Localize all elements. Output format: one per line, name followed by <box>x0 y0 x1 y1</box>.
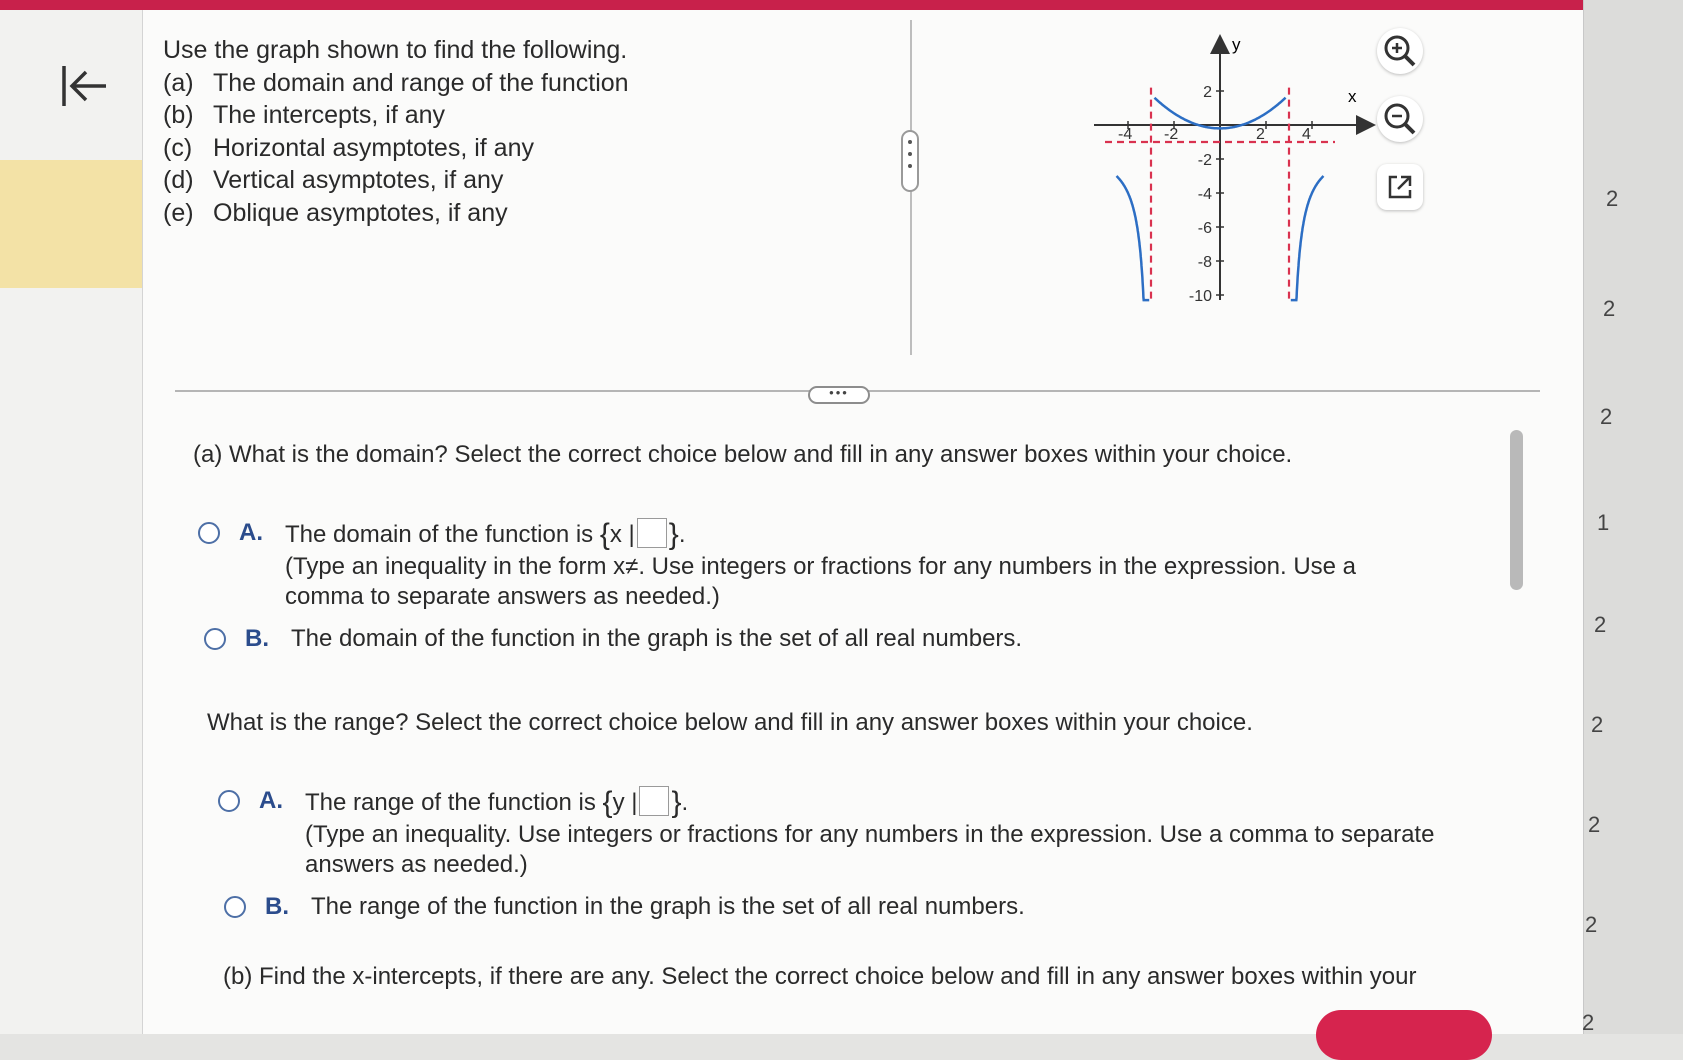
range-answer-box[interactable] <box>639 786 669 816</box>
pane-split-handle[interactable]: ••• <box>808 386 870 404</box>
choice-letter: B. <box>245 625 269 652</box>
domain-radio-b[interactable] <box>204 628 226 650</box>
domain-choice-a-text: The domain of the function is {x | }. <box>285 518 686 551</box>
pane-resize-handle[interactable] <box>901 130 919 192</box>
axis-ticks <box>1118 84 1312 305</box>
intercepts-question: (b) Find the x-intercepts, if there are any. Select the correct choice below and fill in any answer boxes within your <box>223 963 1417 990</box>
x-tick-label: 2 <box>1256 126 1265 143</box>
y-tick-label: -2 <box>1197 152 1212 169</box>
strip-number: 2 <box>1591 712 1604 737</box>
right-branch <box>1291 176 1324 300</box>
prompt-item: (d) Vertical asymptotes, if any <box>163 166 504 194</box>
next-button[interactable] <box>1316 1010 1492 1060</box>
x-axis-label: x <box>1348 87 1357 106</box>
content-scrollbar-thumb[interactable] <box>1510 430 1523 590</box>
open-in-new-window-button[interactable] <box>1377 164 1423 210</box>
prompt-item: (a) The domain and range of the function <box>163 68 629 97</box>
strip-number: 1 <box>1597 510 1610 535</box>
y-tick-label: -4 <box>1197 186 1212 203</box>
range-choice-a-hint-2: answers as needed.) <box>305 851 528 878</box>
strip-number: 2 <box>1585 912 1598 937</box>
range-radio-b[interactable] <box>224 896 246 918</box>
zoom-in-button[interactable] <box>1377 28 1423 74</box>
range-choice-a-text: The range of the function is {y | }. <box>305 786 689 819</box>
prompt-intro: Use the graph shown to find the following. <box>163 36 628 64</box>
strip-number: 2 <box>1588 812 1601 837</box>
prompt-item: (c) Horizontal asymptotes, if any <box>163 133 534 162</box>
top-accent-bar <box>0 0 1610 10</box>
range-radio-a[interactable] <box>218 790 240 812</box>
domain-choice-b-text: The domain of the function in the graph is the set of all real numbers. <box>291 625 1023 652</box>
y-tick-label: -10 <box>1188 288 1212 305</box>
prompt-item: (e) Oblique asymptotes, if any <box>163 198 508 227</box>
strip-number: 2 <box>1606 186 1619 211</box>
domain-answer-box[interactable] <box>637 518 667 548</box>
prompt-item: (b) The intercepts, if any <box>163 101 446 129</box>
problem-statement <box>163 34 629 229</box>
left-sidebar <box>0 10 143 1034</box>
strip-number: 2 <box>1582 1010 1595 1035</box>
y-tick-label: -8 <box>1197 254 1212 271</box>
right-question-strip <box>1583 0 1683 1034</box>
current-question-highlight[interactable] <box>0 160 142 288</box>
back-to-start-icon <box>58 58 114 114</box>
x-tick-label: 4 <box>1302 126 1311 143</box>
strip-number: 2 <box>1594 612 1607 637</box>
function-graph <box>1086 30 1386 310</box>
x-tick-label: -4 <box>1118 126 1133 143</box>
range-choice-b-text: The range of the function in the graph is the set of all real numbers. <box>311 893 1025 920</box>
choice-letter: A. <box>239 519 263 546</box>
y-tick-label: -6 <box>1197 220 1212 237</box>
popout-icon <box>1377 164 1423 210</box>
strip-number: 2 <box>1600 404 1613 429</box>
strip-number: 2 <box>1603 296 1616 321</box>
domain-question: (a) What is the domain? Select the correct choice below and fill in any answer boxes within your choice. <box>193 441 1293 468</box>
domain-choice-a-hint: (Type an inequality in the form x≠. Use integers or fractions for any numbers in the expression. Use a <box>285 553 1357 580</box>
zoom-out-icon <box>1377 96 1423 142</box>
domain-radio-a[interactable] <box>198 522 220 544</box>
choice-letter: A. <box>259 787 283 814</box>
range-choice-a-hint: (Type an inequality. Use integers or fractions for any numbers in the expression. Use a comma to separate <box>305 821 1435 848</box>
x-tick-label: -2 <box>1164 126 1179 143</box>
domain-choice-a-hint-2: comma to separate answers as needed.) <box>285 583 720 610</box>
y-tick-label: 2 <box>1203 84 1212 101</box>
collapse-sidebar-button[interactable] <box>58 58 114 114</box>
zoom-in-icon <box>1377 28 1423 74</box>
left-branch <box>1117 176 1150 300</box>
choice-letter: B. <box>265 893 289 920</box>
zoom-out-button[interactable] <box>1377 96 1423 142</box>
range-question: What is the range? Select the correct choice below and fill in any answer boxes within your choice. <box>207 709 1253 736</box>
y-axis-label: y <box>1232 35 1241 54</box>
